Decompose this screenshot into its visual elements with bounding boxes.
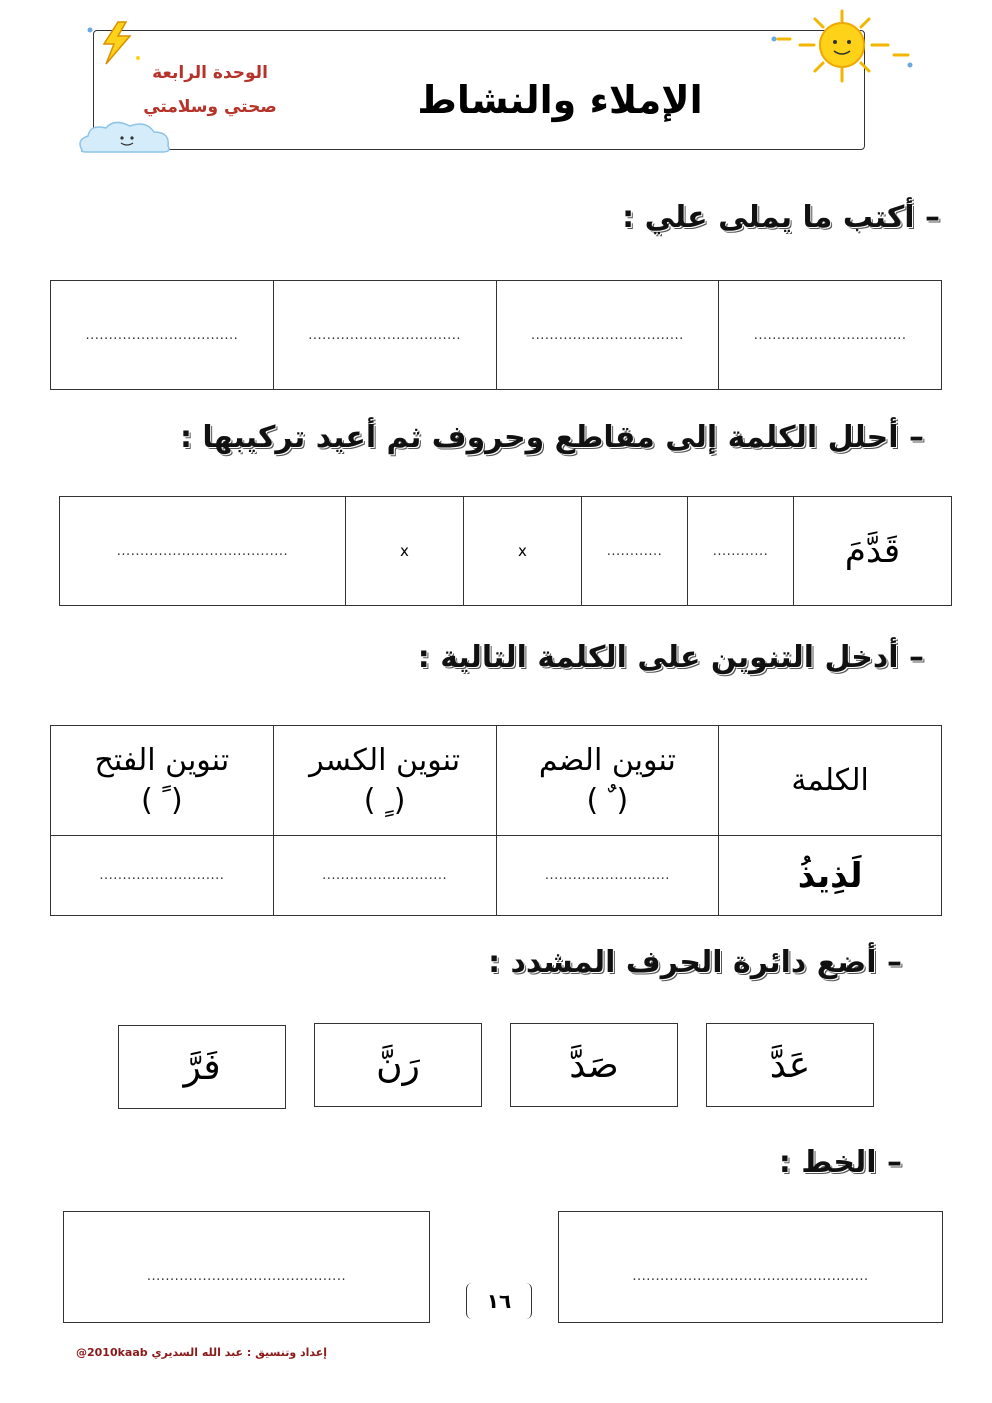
tanween-answer[interactable]: ...........................	[496, 836, 719, 916]
footer-credit: إعداد وتنسيق : عبد الله السديري 2010kaab@	[76, 1346, 328, 1359]
shadda-word-box[interactable]: صَدَّ	[510, 1023, 678, 1107]
analysis-cell[interactable]: .....................................	[60, 497, 346, 606]
analysis-cell[interactable]: ............	[688, 497, 794, 606]
unit-subtitle: صحتي وسلامتي	[143, 97, 277, 117]
shadda-word-box[interactable]: رَنَّ	[314, 1023, 482, 1107]
analysis-cell: x	[464, 497, 582, 606]
dictation-table	[50, 280, 942, 390]
shadda-word-box[interactable]: عَدَّ	[706, 1023, 874, 1107]
header-mark: ( ٌ )	[586, 782, 629, 818]
section5-heading: – الخط :	[778, 1145, 902, 1180]
handwriting-line[interactable]: ...................................................	[632, 1269, 869, 1284]
cloud-icon	[72, 118, 182, 158]
section4-heading: – أضع دائرة الحرف المشدد :	[488, 945, 902, 980]
header-label: الكلمة	[791, 762, 869, 798]
tanween-header-damma	[496, 726, 719, 836]
unit-title: الوحدة الرابعة	[152, 63, 268, 83]
section3-heading: – أدخل التنوين على الكلمة التالية :	[417, 640, 924, 675]
handwriting-box[interactable]	[558, 1211, 943, 1323]
header-label: تنوين الكسر	[309, 742, 461, 778]
sun-icon	[760, 5, 920, 85]
tanween-header-kasra	[273, 726, 496, 836]
dictation-cell[interactable]: .................................	[719, 281, 942, 390]
tanween-table	[50, 725, 942, 916]
analysis-word: قَدَّمَ	[794, 497, 952, 606]
header-mark: ( ٍ )	[363, 782, 406, 818]
section2-heading: – أحلل الكلمة إلى مقاطع وحروف ثم أعيد تركيبها :	[179, 420, 924, 455]
dictation-cell[interactable]: .................................	[51, 281, 274, 390]
tanween-header-fatha	[51, 726, 274, 836]
dictation-cell[interactable]: .................................	[273, 281, 496, 390]
tanween-word: لَذِيذُ	[719, 836, 942, 916]
header-mark: ( ً )	[141, 782, 183, 818]
tanween-header-word	[719, 726, 942, 836]
analysis-table	[59, 496, 952, 606]
page-title: الإملاء والنشاط	[417, 78, 703, 122]
tanween-answer[interactable]: ...........................	[51, 836, 274, 916]
header-label: تنوين الضم	[538, 742, 676, 778]
unit-label	[130, 56, 290, 124]
shadda-word-box[interactable]: فَرَّ	[118, 1025, 286, 1109]
handwriting-box[interactable]	[63, 1211, 430, 1323]
page-number: ١٦	[466, 1283, 532, 1319]
section1-heading: – أكتب ما يملى علي :	[622, 200, 940, 235]
handwriting-line[interactable]: ...........................................	[146, 1269, 347, 1284]
dictation-cell[interactable]: .................................	[496, 281, 719, 390]
analysis-cell[interactable]: ............	[582, 497, 688, 606]
header-label: تنوين الفتح	[94, 742, 230, 778]
tanween-answer[interactable]: ...........................	[273, 836, 496, 916]
analysis-cell: x	[346, 497, 464, 606]
